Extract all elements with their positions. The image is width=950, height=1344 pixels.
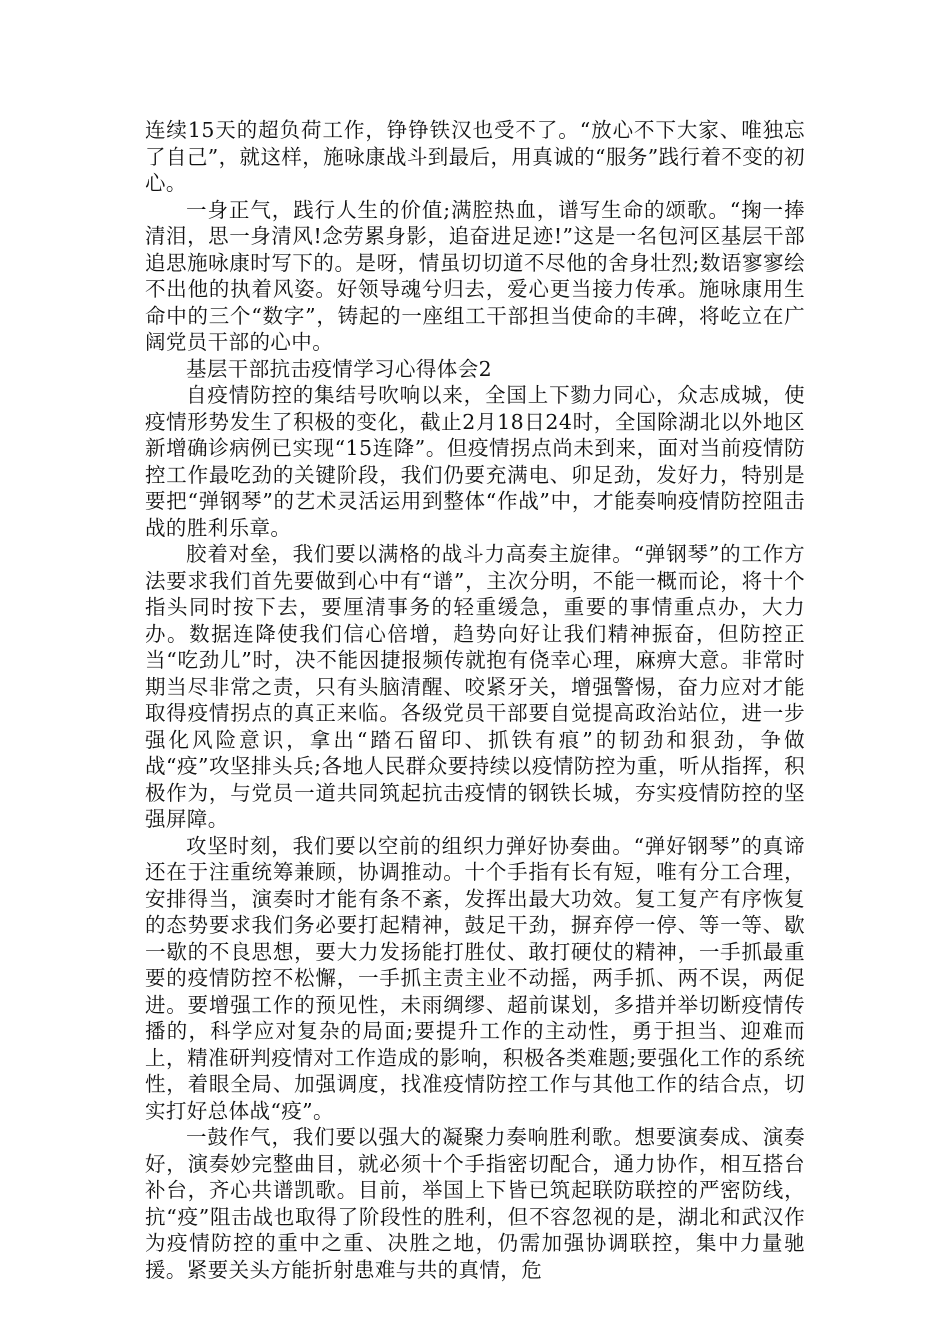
document-body — [145, 117, 805, 1283]
paragraph: 自疫情防控的集结号吹响以来，全国上下勠力同心，众志成城，使疫情形势发生了积极的变化，截止2月18日24时，全国除湖北以外地区新增确诊病例已实现“15连降”。但疫情拐点尚未到来，面对当前疫情防控工作最吃劲的关键阶段，我们仍要充满电、卯足劲，发好力，特别是要把“弹钢琴”的艺术灵活运用到整体“作战”中，才能奏响疫情防控阻击战的胜利乐章。 — [145, 383, 805, 540]
section-heading: 基层干部抗击疫情学习心得体会2 — [186, 356, 493, 381]
paragraph: 一鼓作气，我们要以强大的凝聚力奏响胜利歌。想要演奏成、演奏好，演奏妙完整曲目，就必须十个手指密切配合，通力协作，相互搭台补台，齐心共谱凯歌。目前，举国上下皆已筑起联防联控的严密防线，抗“疫”阻击战也取得了阶段性的胜利，但不容忽视的是，湖北和武汉作为疫情防控的重中之重、决胜之地，仍需加强协调联控，集中力量驰援。紧要关头方能折射患难与共的真情，危 — [145, 1125, 805, 1282]
paragraph: 连续15天的超负荷工作，铮铮铁汉也受不了。“放心不下大家、唯独忘了自己”，就这样，施咏康战斗到最后，用真诚的“服务”践行着不变的初心。 — [145, 118, 805, 195]
paragraph: 攻坚时刻，我们要以空前的组织力弹好协奏曲。“弹好钢琴”的真谛还在于注重统筹兼顾，协调推动。十个手指有长有短，唯有分工合理，安排得当，演奏时才能有条不紊，发挥出最大功效。复工复产有序恢复的态势要求我们务必要打起精神，鼓足干劲，摒弃停一停、等一等、歇一歇的不良思想，要大力发扬能打胜仗、敢打硬仗的精神，一手抓最重要的疫情防控不松懈，一手抓主责主业不动摇，两手抓、两不误，两促进。要增强工作的预见性，未雨绸缪、超前谋划，多措并举切断疫情传播的，科学应对复杂的局面;要提升工作的主动性，勇于担当、迎难而上，精准研判疫情对工作造成的影响，积极各类难题;要强化工作的系统性，着眼全局、加强调度，找准疫情防控工作与其他工作的结合点，切实打好总体战“疫”。 — [145, 833, 805, 1123]
paragraph: 胶着对垒，我们要以满格的战斗力高奏主旋律。“弹钢琴”的工作方法要求我们首先要做到心中有“谱”，主次分明，不能一概而论，将十个指头同时按下去，要厘清事务的轻重缓急，重要的事情重点办，大力办。数据连降使我们信心倍增，趋势向好让我们精神振奋，但防控正当“吃劲儿”时，决不能因捷报频传就抱有侥幸心理，麻痹大意。非常时期当尽非常之责，只有头脑清醒、咬紧牙关，增强警惕，奋力应对才能取得疫情拐点的真正来临。各级党员干部要自觉提高政治站位，进一步强化风险意识，拿出“踏石留印、抓铁有痕”的韧劲和狠劲，争做战“疫”攻坚排头兵;各地人民群众要持续以疫情防控为重，听从指挥，积极作为，与党员一道共同筑起抗击疫情的钢铁长城，夯实疫情防控的坚强屏障。 — [145, 542, 805, 831]
paragraph: 一身正气，践行人生的价值;满腔热血，谱写生命的颂歌。“掬一捧清泪，思一身清风!念劳累身影，追奋进足迹!”这是一名包河区基层干部追思施咏康时写下的。是呀，情虽切切道不尽他的舍身壮烈;数语寥寥绘不出他的执着风姿。好领导魂兮归去，爱心更当接力传承。施咏康用生命中的三个“数字”，铸起的一座组工干部担当使命的丰碑，将屹立在广阔党员干部的心中。 — [145, 197, 805, 354]
